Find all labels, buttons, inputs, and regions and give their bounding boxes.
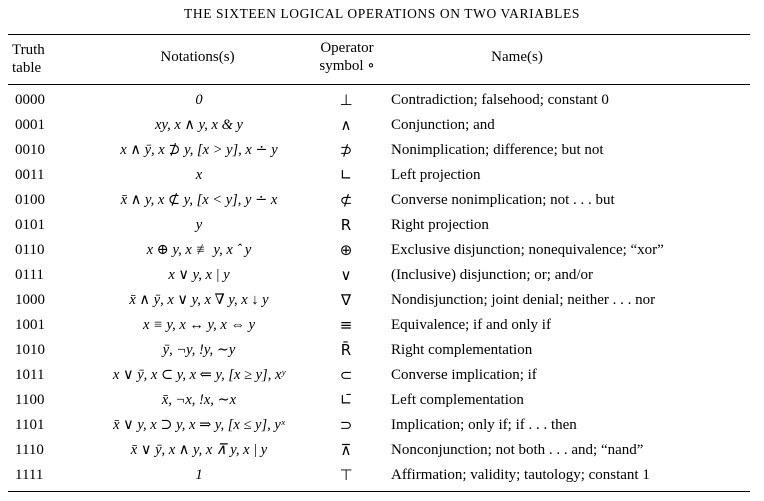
truth-table-cell: 1010 [15,342,45,358]
name-cell: Contradiction; falsehood; constant 0 [391,92,609,108]
operator-symbol-cell: ⊤ [339,466,353,484]
operator-symbol-cell: ⊃ [339,416,353,434]
name-cell: Right projection [391,217,489,233]
operator-symbol-cell: ≡ [339,316,353,334]
name-cell: Left complementation [391,392,524,408]
table-row [0,338,764,363]
notations-cell: y [195,217,203,233]
operator-symbol-cell: ∟ [339,166,353,184]
name-cell: Equivalence; if and only if [391,317,551,333]
notations-cell: x̄ ∨ y, x ⊃ y, x ⇒ y, [x ≤ y], yˣ [113,417,285,433]
name-cell: (Inclusive) disjunction; or; and/or [391,267,594,283]
table-row [0,363,764,388]
operator-symbol-cell: ⊅ [339,141,353,159]
notations-cell: x̄ ∨ ȳ, x ∧ y, x ⊼ y, x | y [130,442,268,458]
operator-symbol-cell: ⊄ [339,191,353,209]
notations-cell: x̄ ∧ y, x ⊄ y, [x < y], y ∸ x [120,192,278,208]
notations-cell: 1 [195,467,203,483]
notations-cell: x ∧ ȳ, x ⊅ y, [x > y], x ∸ y [120,142,278,158]
truth-table-cell: 1111 [15,467,44,483]
table-row [0,88,764,113]
truth-table-cell: 0100 [15,192,45,208]
header-truth-line2: table [12,60,42,76]
operator-symbol-cell: ∟̄ [339,391,353,409]
header-truth-line1: Truth [12,42,45,58]
notations-cell: x [195,167,203,183]
notations-cell: x̄, ¬x, !x, ∼x [161,392,237,408]
name-cell: Conjunction; and [391,117,495,133]
name-cell: Affirmation; validity; tautology; constant 1 [391,467,650,483]
operator-symbol-cell: ⊕ [339,241,353,259]
truth-table-cell: 0011 [15,167,45,183]
table-row [0,213,764,238]
table-row [0,313,764,338]
header-names: Name(s) [491,49,543,65]
table-row [0,138,764,163]
name-cell: Converse nonimplication; not . . . but [391,192,615,208]
notations-cell: ȳ, ¬y, !y, ∼y [162,342,236,358]
truth-table-cell: 0110 [15,242,45,258]
header-notations: Notations(s) [160,49,235,65]
header-operator-line2: symbol ∘ [319,58,375,74]
table-row [0,463,764,488]
operator-symbol-cell: R̄ [340,341,352,359]
operator-symbol-cell: ∧ [340,116,352,134]
truth-table-cell: 1001 [15,317,45,333]
operator-symbol-cell: ∨ [340,266,352,284]
name-cell: Right complementation [391,342,533,358]
name-cell: Converse implication; if [391,367,537,383]
notations-cell: x ∨ ȳ, x ⊂ y, x ⇐ y, [x ≥ y], xʸ [112,367,286,383]
header-truth-table [12,41,45,77]
truth-table-cell: 1000 [15,292,45,308]
operator-symbol-cell: ∇ [340,291,352,309]
header-operator-symbol [305,39,389,75]
header-operator-line1: Operator [320,40,374,56]
table-row [0,113,764,138]
truth-table-cell: 1011 [15,367,45,383]
name-cell: Left projection [391,167,481,183]
table-row [0,438,764,463]
table-row [0,388,764,413]
top-rule [8,34,750,35]
truth-table-cell: 0111 [15,267,44,283]
name-cell: Nonconjunction; not both . . . and; “nand” [391,442,644,458]
truth-table-cell: 0010 [15,142,45,158]
table-row [0,238,764,263]
header-rule [8,84,750,85]
notations-cell: x ≡ y, x ↔ y, x ⇔ y [142,317,256,333]
operator-symbol-cell: R [340,216,352,234]
name-cell: Nondisjunction; joint denial; neither . . . nor [391,292,656,308]
table-row [0,288,764,313]
table-row [0,263,764,288]
table-row [0,413,764,438]
operator-symbol-cell: ⊥ [339,91,353,109]
table-row [0,188,764,213]
truth-table-cell: 1100 [15,392,45,408]
operator-symbol-cell: ⊂ [339,366,353,384]
name-cell: Implication; only if; if . . . then [391,417,577,433]
notations-cell: x ⊕ y, x ≢ y, x ˆ y [146,242,252,258]
table-caption: THE SIXTEEN LOGICAL OPERATIONS ON TWO VARIABLES [184,6,580,21]
operator-symbol-cell: ⊼ [340,441,352,459]
truth-table-cell: 1110 [15,442,44,458]
truth-table-cell: 0101 [15,217,45,233]
notations-cell: 0 [195,92,203,108]
notations-cell: x̄ ∧ ȳ, x ∨ y, x ∇ y, x ↓ y [129,292,269,308]
name-cell: Exclusive disjunction; nonequivalence; “xor” [391,242,664,258]
truth-table-cell: 1101 [15,417,45,433]
bottom-rule [8,491,750,492]
name-cell: Nonimplication; difference; but not [391,142,604,158]
notations-cell: xy, x ∧ y, x & y [155,117,243,133]
notations-cell: x ∨ y, x | y [168,267,230,283]
truth-table-cell: 0000 [15,92,45,108]
table-row [0,163,764,188]
truth-table-cell: 0001 [15,117,45,133]
